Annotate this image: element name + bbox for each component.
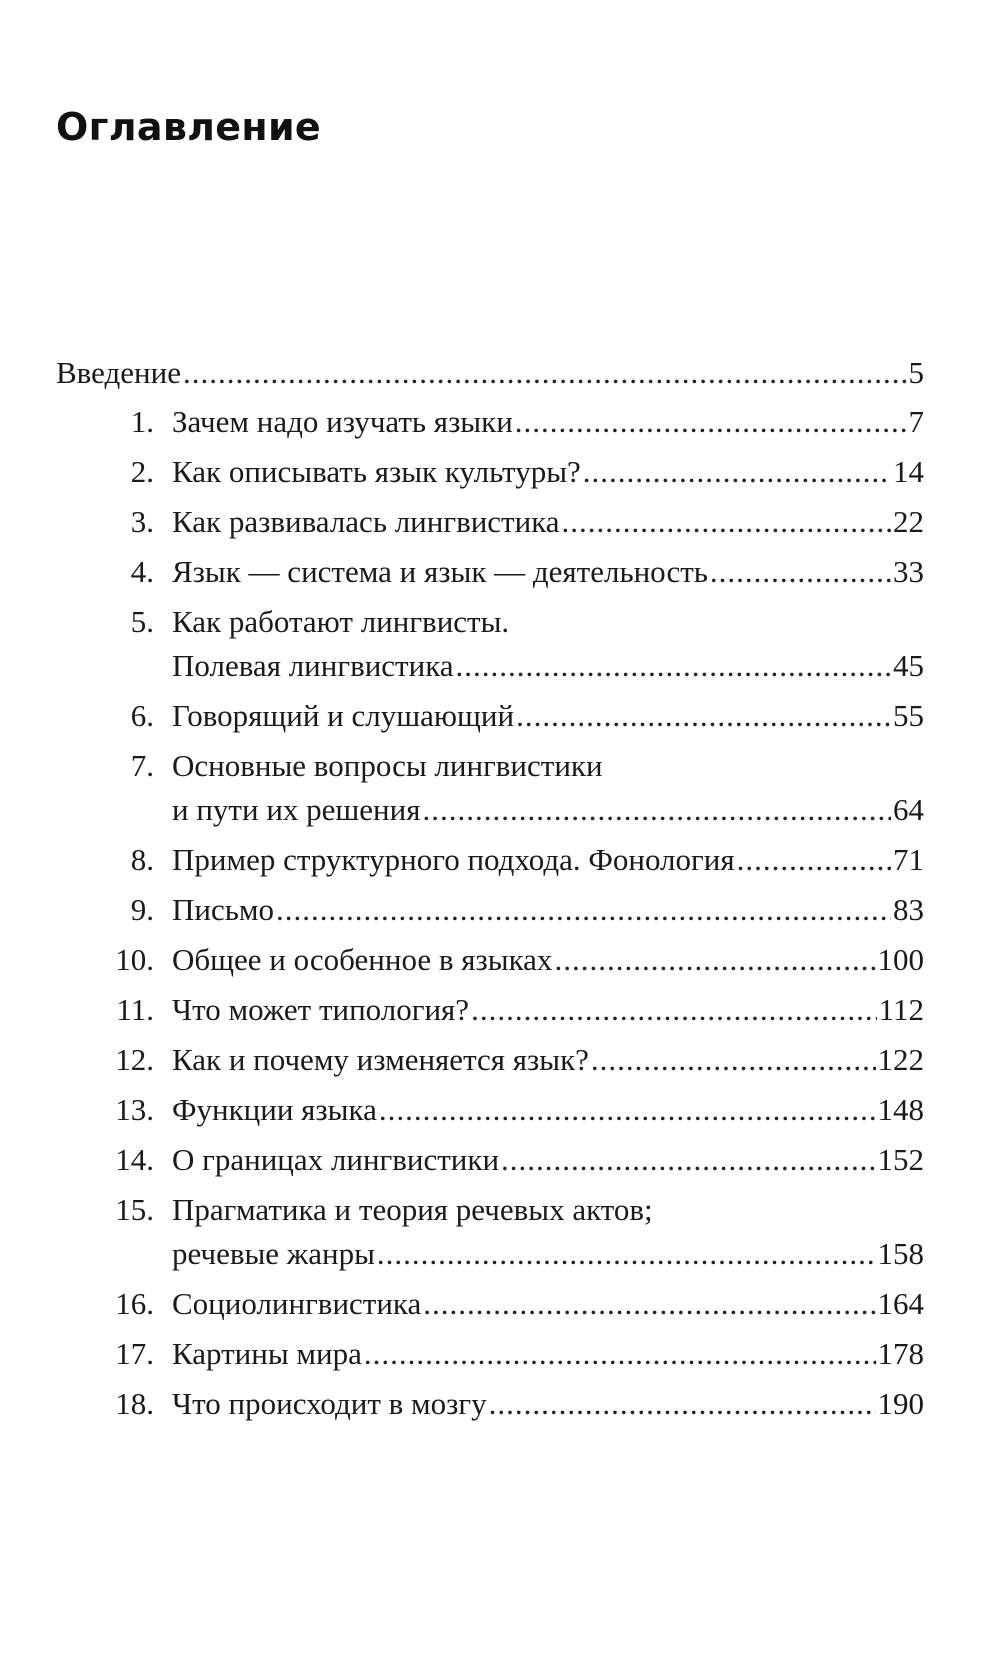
- dot-leader: [183, 351, 907, 395]
- toc-line: [172, 1332, 924, 1376]
- dot-leader: [562, 500, 891, 544]
- toc-page-number: 178: [877, 1336, 924, 1371]
- toc-entry-title: Основные вопросы лингвистики: [172, 748, 603, 783]
- toc-entry-number: 4.: [130, 554, 154, 589]
- toc-entry-title: Картины мира: [172, 1336, 362, 1371]
- dot-leader: [423, 1282, 875, 1326]
- toc-line: [172, 888, 924, 932]
- toc-entry-title: Введение: [56, 355, 181, 390]
- toc-entry-number: 8.: [130, 842, 154, 877]
- toc-line: [172, 450, 924, 494]
- toc-entry-number: 5.: [130, 604, 154, 639]
- toc-entry-title: Как и почему изменяется язык?: [172, 1042, 589, 1077]
- dot-leader: [276, 888, 891, 932]
- toc-entry-number: 2.: [130, 454, 154, 489]
- toc-line: [172, 400, 924, 444]
- toc-entry-number: 1.: [130, 404, 154, 439]
- dot-leader: [591, 1038, 876, 1082]
- toc-entry-title: Что происходит в мозгу: [172, 1386, 487, 1421]
- toc-page-number: 148: [877, 1092, 924, 1127]
- toc-line: [172, 694, 924, 738]
- toc-page-number: 14: [893, 454, 924, 489]
- toc-entry-number: 3.: [130, 504, 154, 539]
- toc-entry-number: 14.: [115, 1142, 154, 1177]
- toc-page-number: 122: [877, 1042, 924, 1077]
- toc-line: [172, 644, 924, 688]
- toc-entry-title: Как описывать язык культуры?: [172, 454, 581, 489]
- toc-line: [172, 1382, 924, 1426]
- toc-line: [172, 1188, 924, 1232]
- toc-page-number: 83: [893, 892, 924, 927]
- toc-page-number: 152: [877, 1142, 924, 1177]
- toc-entry-title: Полевая лингвистика: [172, 648, 454, 683]
- toc-line: [172, 550, 924, 594]
- toc-entry-number: 7.: [130, 748, 154, 783]
- dot-leader: [554, 938, 875, 982]
- dot-leader: [422, 788, 891, 832]
- toc-page-number: 100: [877, 942, 924, 977]
- toc-line: [172, 938, 924, 982]
- toc-entry-title: Прагматика и теория речевых актов;: [172, 1192, 653, 1227]
- toc-line: [172, 600, 924, 644]
- toc-entry-title: Как работают лингвисты.: [172, 604, 510, 639]
- toc-entry-title: речевые жанры: [172, 1236, 375, 1271]
- toc-page-number: 164: [877, 1286, 924, 1321]
- dot-leader: [515, 400, 907, 444]
- toc-line: [172, 788, 924, 832]
- dot-leader: [583, 450, 891, 494]
- toc-page-number: 7: [908, 404, 924, 439]
- toc-line: [172, 988, 924, 1032]
- toc-line: [172, 838, 924, 882]
- toc-entry-title: Говорящий и слушающий: [172, 698, 515, 733]
- toc-entry-title: Язык — система и язык — деятельность: [172, 554, 708, 589]
- dot-leader: [516, 694, 891, 738]
- dot-leader: [471, 988, 877, 1032]
- toc-page-number: 22: [893, 504, 924, 539]
- toc-entry-number: 12.: [115, 1042, 154, 1077]
- toc-line: [172, 1088, 924, 1132]
- toc-entry-number: 10.: [115, 942, 154, 977]
- toc-page-number: 112: [878, 992, 924, 1027]
- toc-entry-number: 13.: [115, 1092, 154, 1127]
- dot-leader: [456, 644, 891, 688]
- toc-entry-title: и пути их решения: [172, 792, 421, 827]
- toc-entry-number: 17.: [115, 1336, 154, 1371]
- toc-entry-title: Общее и особенное в языках: [172, 942, 553, 977]
- toc-entry-title: Письмо: [172, 892, 274, 927]
- dot-leader: [489, 1382, 876, 1426]
- toc-entry-title: Социолингвистика: [172, 1286, 422, 1321]
- dot-leader: [364, 1332, 876, 1376]
- toc-page-number: 71: [893, 842, 924, 877]
- toc-entry-title: Как развивалась лингвистика: [172, 504, 560, 539]
- toc-page-number: 45: [893, 648, 924, 683]
- toc-entry-number: 16.: [115, 1286, 154, 1321]
- dot-leader: [377, 1232, 876, 1276]
- toc-entry-title: Что может типология?: [172, 992, 470, 1027]
- toc-line: [172, 1282, 924, 1326]
- toc-entry-number: 15.: [115, 1192, 154, 1227]
- toc-line: [172, 744, 924, 788]
- toc-line: [172, 500, 924, 544]
- dot-leader: [710, 550, 891, 594]
- toc-page-number: 158: [877, 1236, 924, 1271]
- toc-entry-title: Функции языка: [172, 1092, 377, 1127]
- toc-page-number: 33: [893, 554, 924, 589]
- toc-line: [172, 1232, 924, 1276]
- toc-page-number: 55: [893, 698, 924, 733]
- toc-entry-number: 11.: [116, 992, 154, 1027]
- toc-line: [172, 1038, 924, 1082]
- toc-entry-number: 6.: [130, 698, 154, 733]
- toc-entry-number: 18.: [115, 1386, 154, 1421]
- toc-entry-title: О границах лингвистики: [172, 1142, 500, 1177]
- toc-page-number: 64: [893, 792, 924, 827]
- dot-leader: [501, 1138, 875, 1182]
- toc-page-number: 190: [877, 1386, 924, 1421]
- dot-leader: [737, 838, 891, 882]
- toc-page-number: 5: [908, 355, 924, 390]
- toc-entry-title: Зачем надо изучать языки: [172, 404, 513, 439]
- toc-entry-number: 9.: [130, 892, 154, 927]
- toc-line: [56, 351, 924, 395]
- dot-leader: [379, 1088, 876, 1132]
- toc-entry-title: Пример структурного подхода. Фонология: [172, 842, 735, 877]
- page-title: Оглавление: [56, 105, 321, 149]
- toc-line: [172, 1138, 924, 1182]
